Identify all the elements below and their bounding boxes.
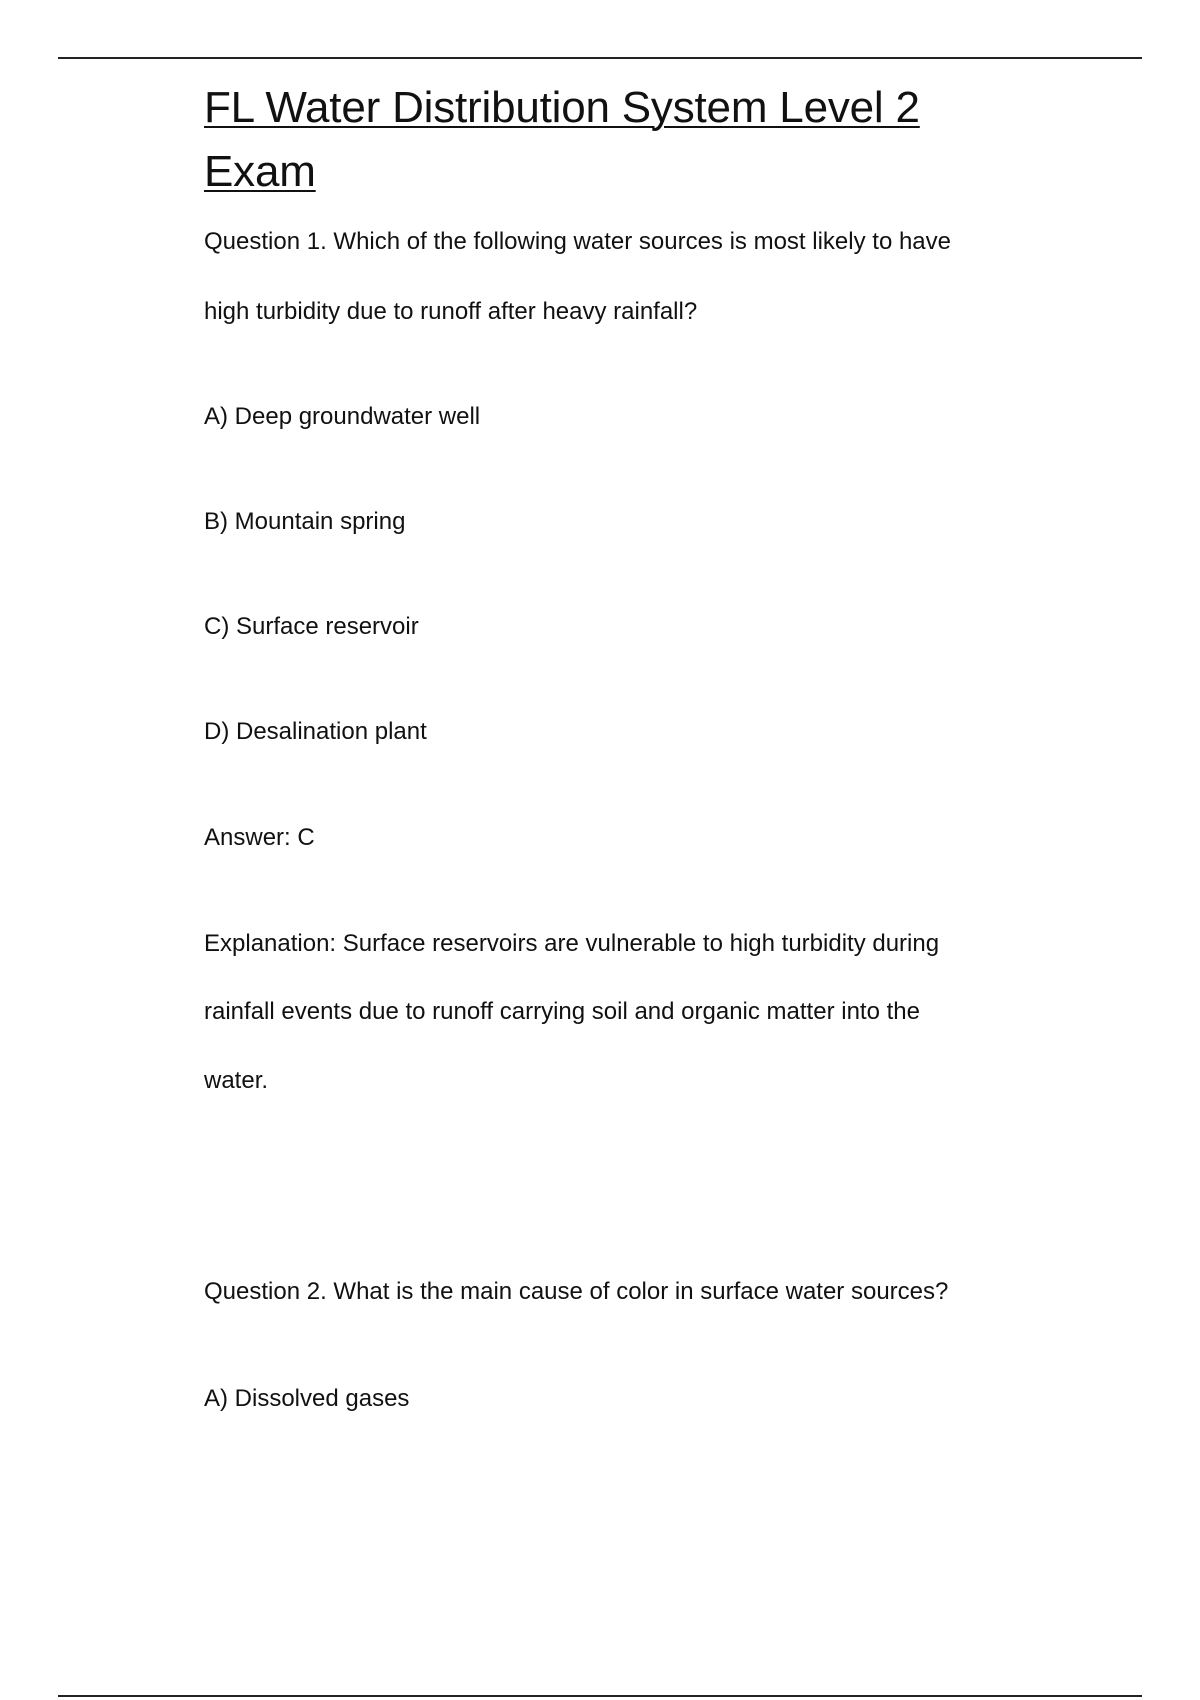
option-a: A) Deep groundwater well: [204, 403, 481, 430]
bottom-divider: [58, 1695, 1142, 1697]
answer-text: Answer: C: [204, 824, 315, 851]
top-divider: [58, 57, 1142, 59]
option-a: A) Dissolved gases: [204, 1385, 410, 1412]
option-d: D) Desalination plant: [204, 718, 427, 745]
question-text-line-1: Question 2. What is the main cause of color in surface water sources?: [204, 1278, 949, 1305]
document-title: FL Water Distribution System Level 2 Exam: [204, 83, 920, 196]
explanation-line-3: water.: [204, 1067, 269, 1094]
question-text-line-1: Question 1. Which of the following water sources is most likely to have: [204, 228, 951, 255]
question-text-line-2: high turbidity due to runoff after heavy rainfall?: [204, 298, 698, 325]
explanation-line-2: rainfall events due to runoff carrying soil and organic matter into the: [204, 998, 920, 1025]
option-b: B) Mountain spring: [204, 508, 406, 535]
option-c: C) Surface reservoir: [204, 613, 419, 640]
explanation-line-1: Explanation: Surface reservoirs are vulnerable to high turbidity during: [204, 930, 940, 957]
